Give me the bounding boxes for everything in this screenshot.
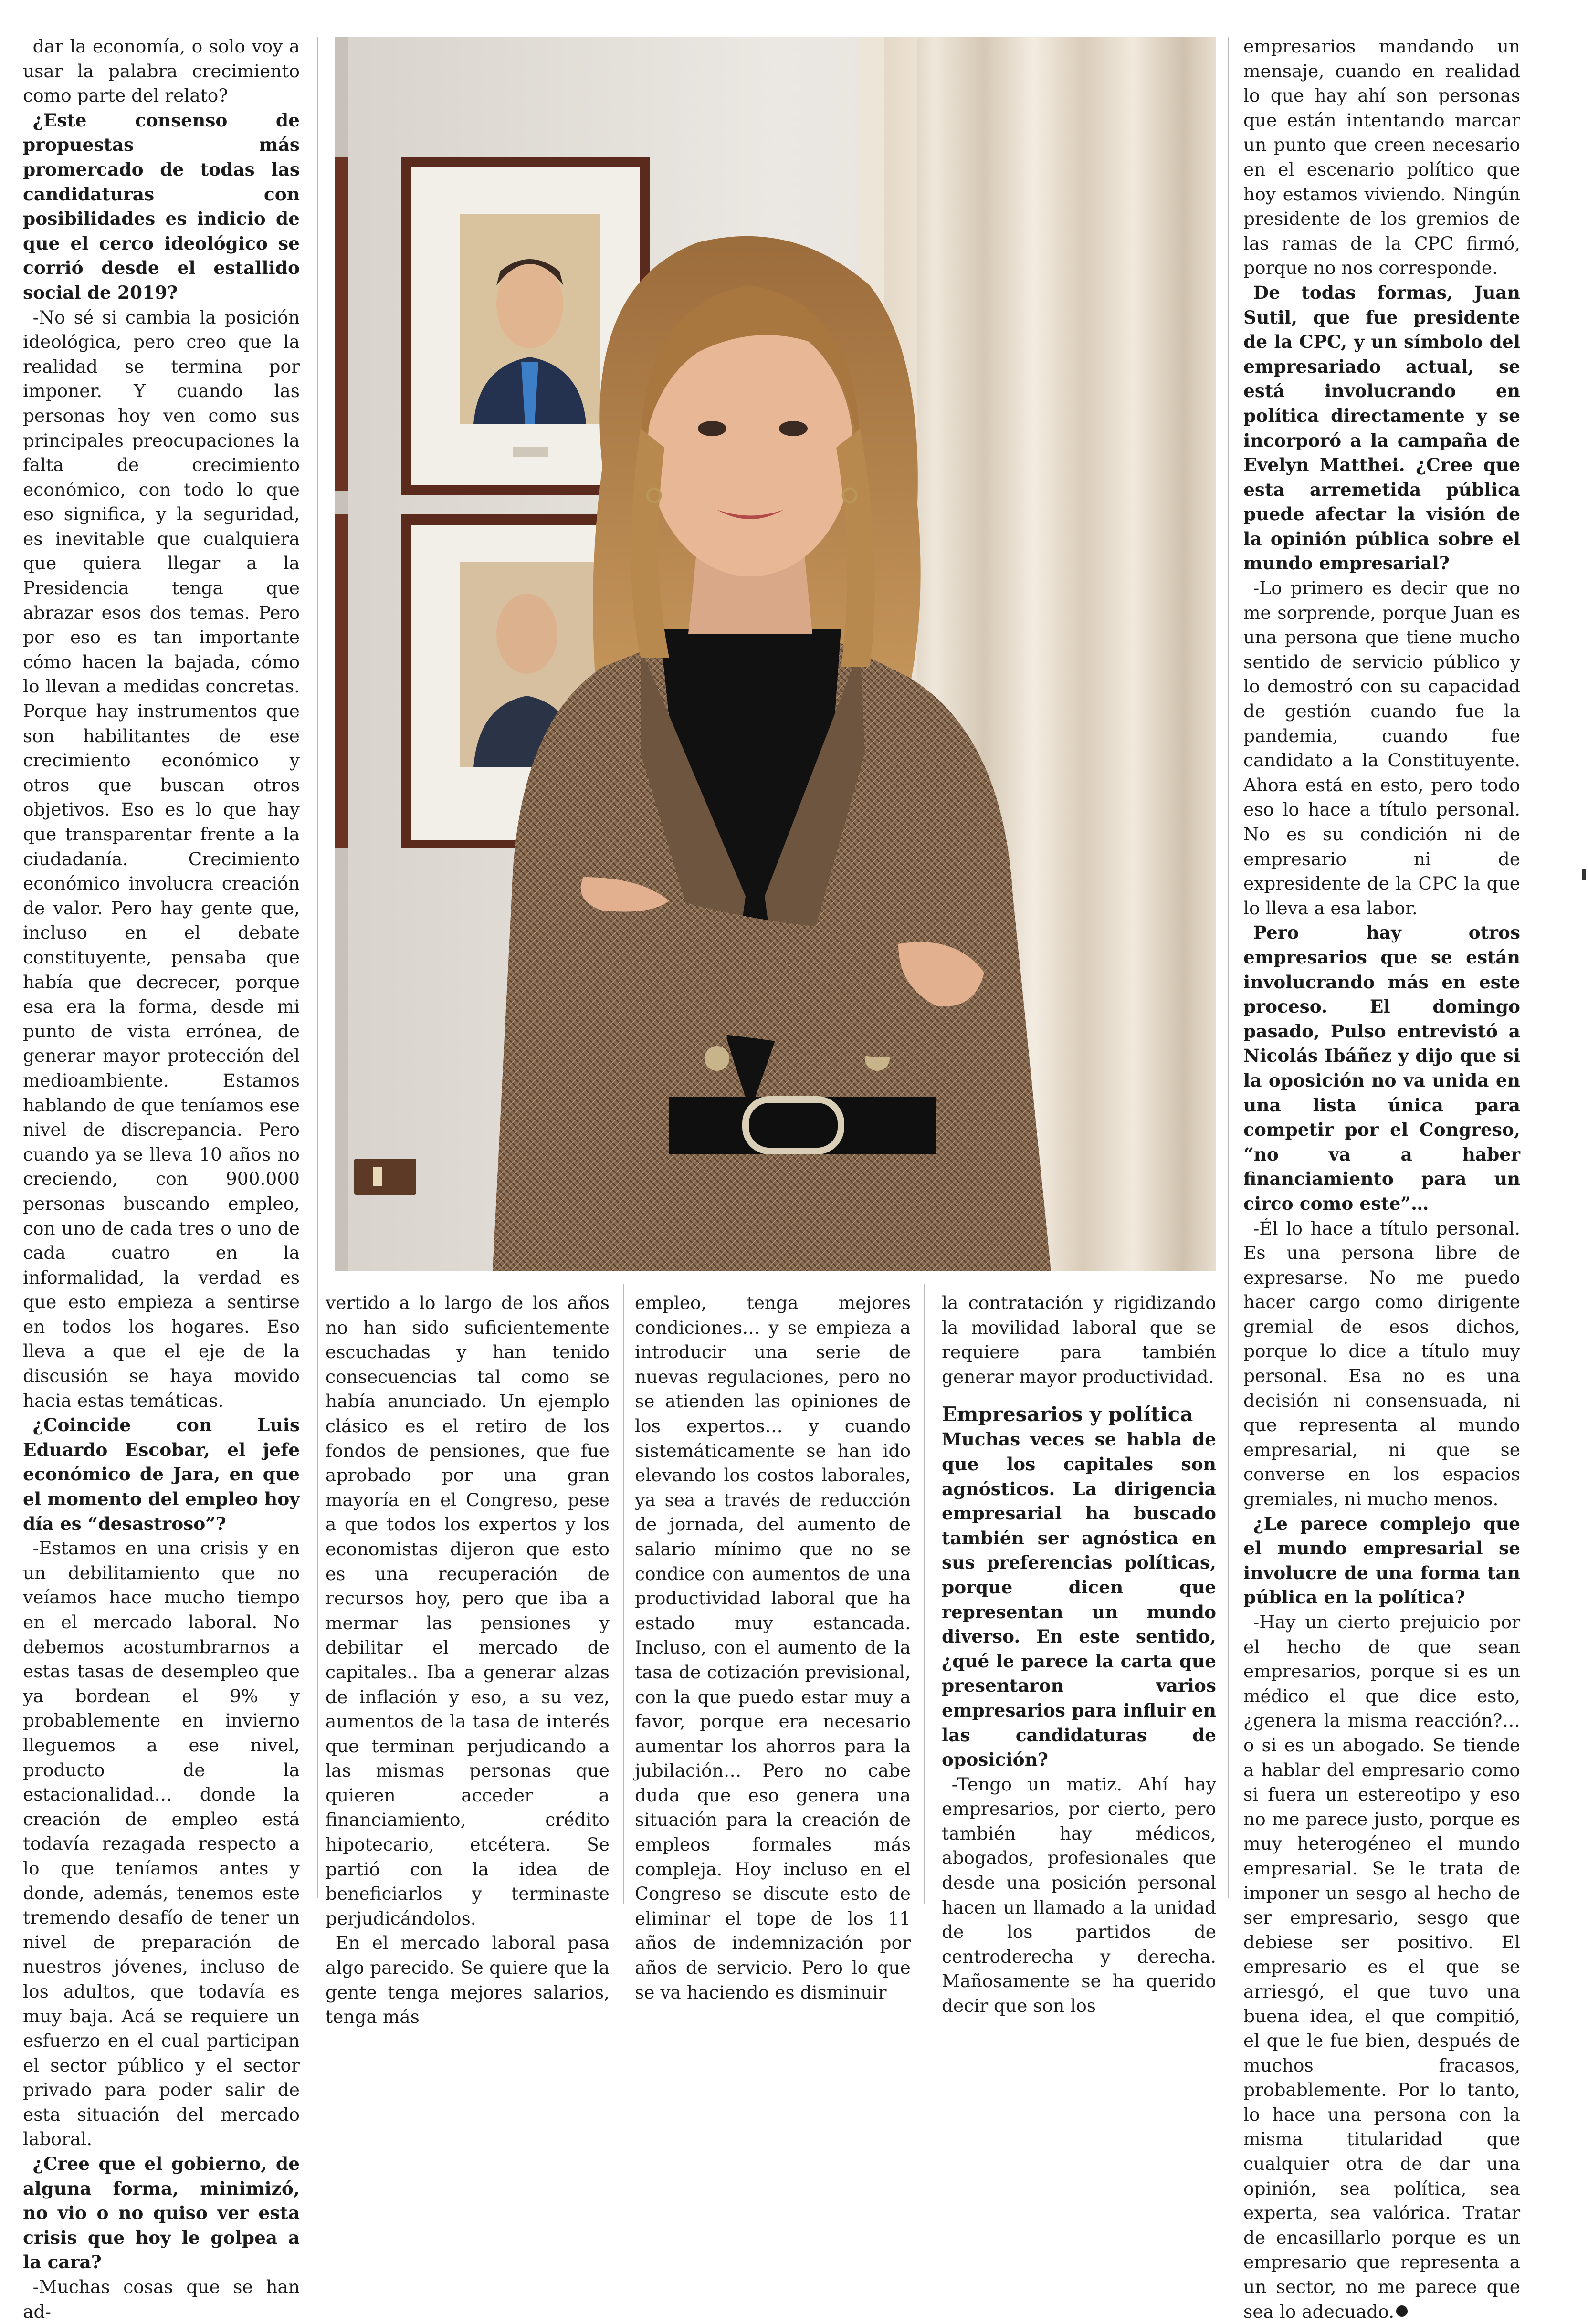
column-divider	[623, 1284, 624, 1904]
interview-answer: -Él lo hace a título personal. Es una persona libre de expresarse. No me puedo hacer cargo como dirigente gremial de esos dichos, porque lo dice a título muy personal. Esa no es una decisión ni consensuada, ni que representa al mundo empresarial, ni que se converse en los espacios gremiales, ni mucho menos.	[1243, 1217, 1520, 1510]
article-end-icon	[1396, 2305, 1408, 2317]
interview-answer: En el mercado laboral pasa algo parecido. Se quiere que la gente tenga mejores salarios, tenga más	[326, 1932, 610, 2028]
interview-question: Pero hay otros empresarios que se están involucrando más en este proceso. El domingo pasado, Pulso entrevistó a Nicolás Ibáñez y dijo que si la oposición no va unida en una lista única para competir por el Congreso, “no va a haber financiamiento para un circo como este”…	[1243, 922, 1520, 1214]
article-column-5	[1243, 34, 1520, 2322]
interview-question: Muchas veces se habla de que los capitales son agnósticos. La dirigencia empresarial ha buscado también ser agnóstica en sus preferencias políticas, porque dicen que representan un mundo diverso. En este sentido, ¿qué le parece la carta que presentaron varios empresarios para influir en las candidaturas de oposición?	[942, 1429, 1216, 1770]
interview-answer: -No sé si cambia la posición ideológica, pero creo que la realidad se termina por imponer. Y cuando las personas hoy ven como sus principales preocupaciones la falta de crecimiento económico, con todo lo que eso significa, y la seguridad, es inevitable que cualquiera que quiera llegar a la Presidencia tenga que abrazar esos dos temas. Pero por eso es tan importante cómo hacen la bajada, cómo lo llevan a medidas concretas. Porque hay instrumentos que son habilitantes de ese crecimiento económico y otros que buscan otros objetivos. Eso es lo que hay que transparentar frente a la ciudadanía. Crecimiento económico involucra creación de valor. Pero hay gente que, incluso en el debate constituyente, pensaba que había que decrecer, porque esa era la forma, desde mi punto de vista errónea, de generar mayor protección del medioambiente. Estamos hablando de que teníamos ese nivel de discrepancia. Pero cuando ya se lleva 10 años no creciendo, con 900.000 personas buscando empleo, con uno de cada tres o uno de cada cuatro en la informalidad, la verdad es que esto empieza a sentirse en todos los hogares. Eso lleva a que el eje de la discusión se haya movido hacia estas temáticas.	[23, 306, 300, 1411]
interview-answer: -Lo primero es decir que no me sorprende, porque Juan es una persona que tiene mucho sentido de servicio público y lo demostró con su capacidad de gestión cuando fue la pandemia, cuando fue candidato a la Constituyente. Ahora está en esto, pero todo eso lo hace a título personal. No es su condición ni de empresario ni de expresidente de la CPC la que lo lleva a esa labor.	[1243, 577, 1520, 919]
article-column-4	[942, 1291, 1216, 2017]
page-edge-marker	[1582, 869, 1586, 880]
article-column-2	[326, 1291, 610, 2028]
interview-question: ¿Cree que el gobierno, de alguna forma, minimizó, no vio o no quiso ver esta crisis que hoy le golpea a la cara?	[23, 2153, 300, 2273]
interview-question: ¿Este consenso de propuestas más promercado de todas las candidaturas con posibilidades es indicio de que el cerco ideológico se corrió desde el estallido social de 2019?	[23, 109, 300, 303]
portrait-photo	[335, 37, 1216, 1271]
interview-answer: -Hay un cierto prejuicio por el hecho de que sean empresarios, porque si es un médico el que dice esto, ¿genera la misma reacción?… o si es un abogado. Se tiende a hablar del empresario como si fuera un estereotipo y eso no me parece justo, porque es muy heterogéneo el mundo empresarial. Se le trata de imponer un sesgo al hecho de ser empresario, sesgo que debiese ser positivo. El empresario es el que se arriesgó, el que tuvo una buena idea, el que compitió, el que le fue bien, después de muchos fracasos, probablemente. Por lo tanto, lo hace una persona con la misma titularidad que cualquier otra de dar una opinión, sea política, sea experta, sea valórica. Tratar de encasillarlo porque es un empresario que representa a un sector, no me parece que sea lo adecuado.	[1243, 1612, 1520, 2322]
interview-answer: -Estamos en una crisis y en un debilitamiento que no veíamos hace mucho tiempo en el mercado laboral. No debemos acostumbrarnos a estas tasas de desempleo que ya bordean el 9% y probablemente en invierno lleguemos a ese nivel, producto de la estacionalidad… donde la creación de empleo está todavía rezagada respecto a lo que teníamos antes y donde, además, tenemos este tremendo desafío de tener un nivel de preparación de nuestros jóvenes, incluso de los adultos, que todavía es muy baja. Acá se requiere un esfuerzo en el cual participan el sector público y el sector privado para poder salir de esta situación del mercado laboral.	[23, 1538, 300, 2150]
article-column-3	[635, 1291, 911, 2003]
interview-question: ¿Coincide con Luis Eduardo Escobar, el jefe económico de Jara, en que el momento del empleo hoy día es “desastroso”?	[23, 1414, 300, 1534]
interview-question: De todas formas, Juan Sutil, que fue presidente de la CPC, y un símbolo del empresariado actual, se está involucrando en política directamente y se incorporó a la campaña de Evelyn Matthei. ¿Cree que esta arremetida pública puede afectar la visión de la opinión pública sobre el mundo empresarial?	[1243, 282, 1520, 574]
interview-answer: -Muchas cosas que se han ad-	[23, 2276, 300, 2322]
column-divider	[1228, 37, 1229, 1898]
interview-question: ¿Le parece complejo que el mundo empresarial se involucre de una forma tan pública en la política?	[1243, 1513, 1520, 1608]
column-divider	[924, 1284, 925, 1904]
section-heading: Empresarios y política	[942, 1403, 1193, 1426]
column-divider	[317, 37, 318, 1898]
interview-answer: -Tengo un matiz. Ahí hay empresarios, por cierto, pero también hay médicos, abogados, profesionales que desde una posición personal hacen un llamado a la unidad de los partidos de centroderecha y derecha. Mañosamente se ha querido decir que son los	[942, 1773, 1216, 2017]
answer-continuation: empresarios mandando un mensaje, cuando en realidad lo que hay ahí son personas que están intentando marcar un punto que creen necesario en el escenario político que hoy estamos viviendo. Ningún presidente de los gremios de las ramas de la CPC firmó, porque no nos corresponde.	[1243, 36, 1520, 279]
article-column-1	[23, 34, 300, 2322]
answer-continuation: vertido a lo largo de los años no han sido suficientemente escuchadas y han tenido consecuencias tal como se había anunciado. Un ejemplo clásico es el retiro de los fondos de pensiones, que fue aprobado por una gran mayoría en el Congreso, pese a que todos los expertos y los economistas dijeron que esto es una recuperación de recursos hoy, pero que iba a mermar las pensiones y debilitar el mercado de capitales.. Iba a generar alzas de inflación y eso, a su vez, aumentos de la tasa de interés que terminan perjudicando a las mismas personas que quieren acceder a financiamiento, crédito hipotecario, etcétera. Se partió con la idea de beneficiarlos y terminaste perjudicándolos.	[326, 1292, 610, 1929]
answer-continuation: la contratación y rigidizando la movilidad laboral que se requiere para también generar mayor productividad.	[942, 1292, 1216, 1387]
answer-continuation: empleo, tenga mejores condiciones… y se empieza a introducir una serie de nuevas regulaciones, pero no se atienden las opiniones de los expertos… y cuando sistemáticamente se han ido elevando los costos laborales, ya sea a través de reducción de jornada, del aumento de salario mínimo que no se condice con aumentos de una productividad laboral que ha estado muy estancada. Incluso, con el aumento de la tasa de cotización previsional, con la que puedo estar muy a favor, porque era necesario aumentar los ahorros para la jubilación… Pero no cabe duda que eso genera una situación para la creación de empleos formales más compleja. Hoy incluso en el Congreso se discute esto de eliminar el tope de los 11 años de indemnización por años de servicio. Pero lo que se va haciendo es disminuir	[635, 1292, 911, 2003]
interview-answer: dar la economía, o solo voy a usar la palabra crecimiento como parte del relato?	[23, 36, 300, 106]
